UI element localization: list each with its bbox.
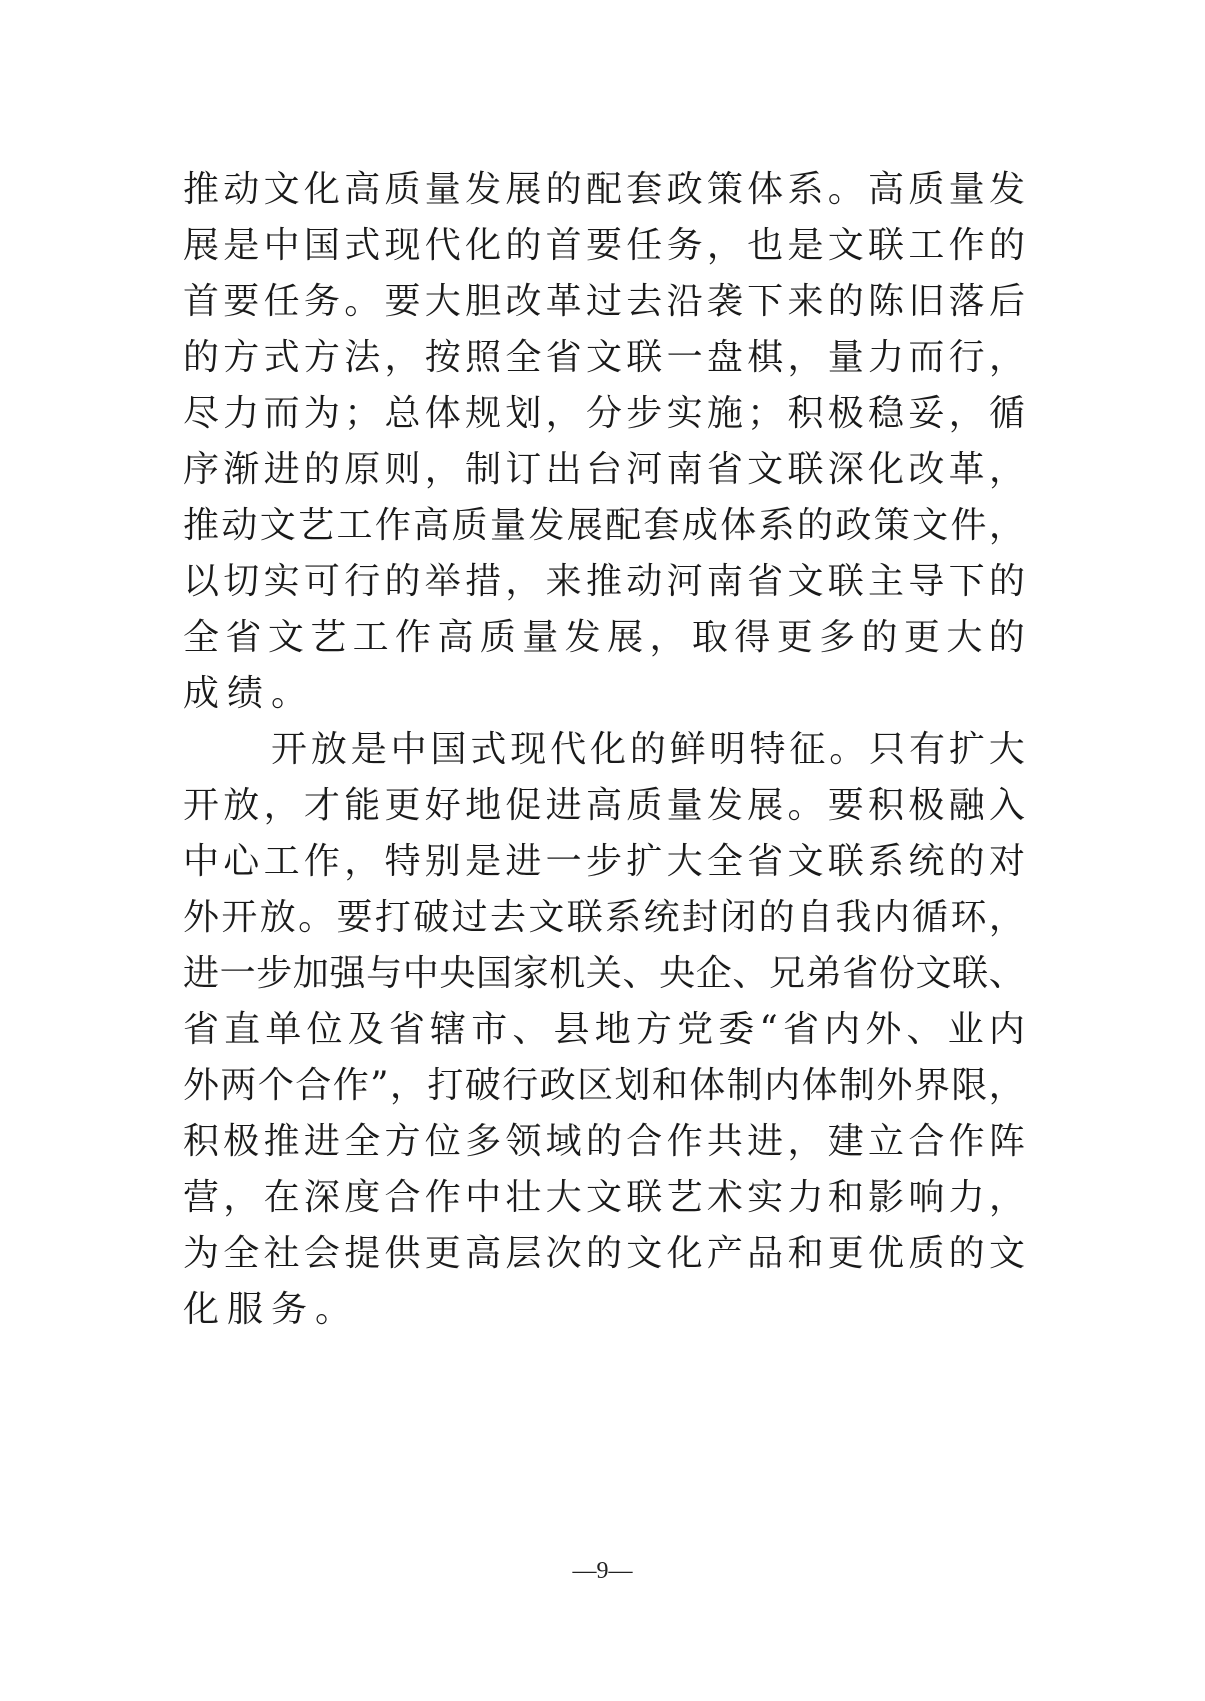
text-line: 积 极 推 进 全 方 位 多 领 域 的 合 作 共 进 ， 建 立 合 作 阵	[183, 1121, 1025, 1162]
text-line: 的 方 式 方 法 ， 按 照 全 省 文 联 一 盘 棋 ， 量 力 而 行 ，	[183, 337, 1025, 378]
text-line: 展 是 中 国 式 现 代 化 的 首 要 任 务 ， 也 是 文 联 工 作 的	[183, 225, 1025, 266]
text-line: 推 动 文 艺 工 作 高 质 量 发 展 配 套 成 体 系 的 政 策 文 件 ，	[183, 505, 1025, 546]
text-line: 成绩。	[183, 673, 316, 714]
text-line: 省 直 单 位 及 省 辖 市 、 县 地 方 党 委 “ 省 内 外 、 业 内	[183, 1009, 1025, 1050]
text-line: 全 省 文 艺 工 作 高 质 量 发 展 ， 取 得 更 多 的 更 大 的	[183, 617, 1025, 658]
text-line: 外 两 个 合 作 ” ， 打 破 行 政 区 划 和 体 制 内 体 制 外 界 限 ，	[183, 1065, 1025, 1106]
text-line: 为 全 社 会 提 供 更 高 层 次 的 文 化 产 品 和 更 优 质 的 文	[183, 1233, 1025, 1274]
page-number: —9—	[572, 1558, 633, 1584]
text-line: 以 切 实 可 行 的 举 措 ， 来 推 动 河 南 省 文 联 主 导 下 的	[183, 561, 1025, 602]
text-line: 推 动 文 化 高 质 量 发 展 的 配 套 政 策 体 系 。 高 质 量 发	[183, 169, 1025, 210]
text-line: 尽 力 而 为 ； 总 体 规 划 ， 分 步 实 施 ； 积 极 稳 妥 ， 循	[183, 393, 1025, 434]
text-line: 外 开 放 。 要 打 破 过 去 文 联 系 统 封 闭 的 自 我 内 循 环 ，	[183, 897, 1025, 938]
paragraph	[183, 162, 1025, 722]
text-line: 开 放 ， 才 能 更 好 地 促 进 高 质 量 发 展 。 要 积 极 融 入	[183, 785, 1025, 826]
text-line: 进 一 步 加 强 与 中 央 国 家 机 关 、 央 企 、 兄 弟 省 份 文 联 、	[183, 953, 1025, 994]
body-text	[183, 162, 1025, 1338]
text-line: 序 渐 进 的 原 则 ， 制 订 出 台 河 南 省 文 联 深 化 改 革 ，	[183, 449, 1025, 490]
paragraph	[183, 722, 1025, 1338]
text-line: 化服务。	[183, 1289, 360, 1330]
text-line: 开 放 是 中 国 式 现 代 化 的 鲜 明 特 征 。 只 有 扩 大	[271, 729, 1025, 770]
text-line: 营 ， 在 深 度 合 作 中 壮 大 文 联 艺 术 实 力 和 影 响 力 ，	[183, 1177, 1025, 1218]
text-line: 首 要 任 务 。 要 大 胆 改 革 过 去 沿 袭 下 来 的 陈 旧 落 后	[183, 281, 1025, 322]
text-line: 中 心 工 作 ， 特 别 是 进 一 步 扩 大 全 省 文 联 系 统 的 对	[183, 841, 1025, 882]
